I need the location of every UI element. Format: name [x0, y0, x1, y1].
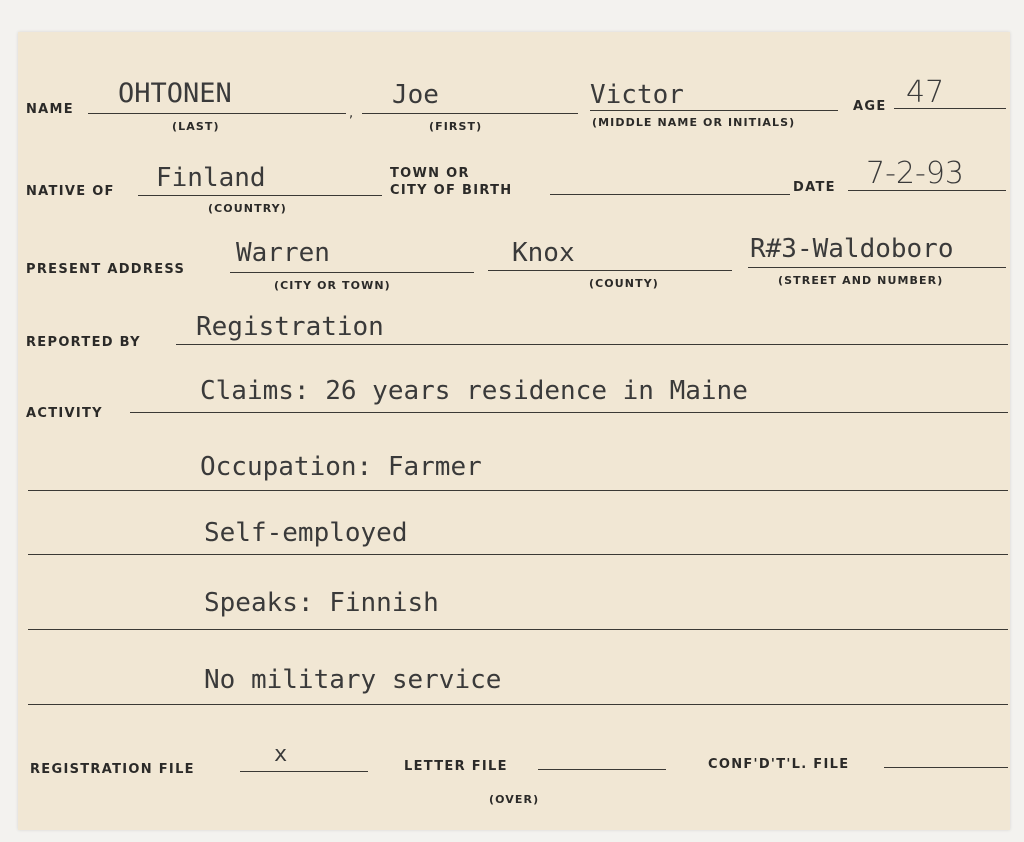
activity-label: ACTIVITY: [26, 406, 103, 421]
city-caption: (CITY OR TOWN): [274, 279, 391, 292]
record-card: [18, 32, 1010, 830]
activity-line-5: [28, 704, 1008, 705]
activity-line-3: [28, 554, 1008, 555]
reported-by-value: Registration: [196, 312, 384, 342]
native-of-line: [138, 195, 382, 196]
comma-mark: ,: [349, 106, 354, 121]
activity-line-4: [28, 629, 1008, 630]
county-value: Knox: [512, 238, 575, 268]
age-label: AGE: [853, 99, 887, 114]
activity-line-2: [28, 490, 1008, 491]
letter-file-label: LETTER FILE: [404, 759, 508, 774]
last-name-line: [88, 113, 346, 114]
first-name-value: Joe: [392, 80, 439, 110]
age-value: 47: [906, 75, 945, 110]
activity-line-4-text: Speaks: Finnish: [204, 588, 439, 618]
over-caption: (OVER): [489, 793, 540, 806]
last-caption: (LAST): [172, 120, 220, 133]
middle-name-line: [590, 110, 838, 111]
county-caption: (COUNTY): [589, 277, 659, 290]
present-address-label: PRESENT ADDRESS: [26, 262, 186, 277]
middle-name-value: Victor: [590, 80, 684, 110]
city-value: Warren: [236, 238, 330, 268]
street-caption: (STREET AND NUMBER): [778, 274, 944, 287]
middle-caption: (MIDDLE NAME OR INITIALS): [592, 116, 796, 129]
registration-file-line: [240, 771, 368, 772]
first-name-line: [362, 113, 578, 114]
registration-file-mark: x: [274, 742, 288, 767]
city-of-birth-label: CITY OF BIRTH: [390, 183, 513, 198]
name-label: NAME: [26, 102, 74, 117]
letter-file-line: [538, 769, 666, 770]
confdtl-file-line: [884, 767, 1008, 768]
native-of-label: NATIVE OF: [26, 184, 115, 199]
activity-line-5-text: No military service: [204, 665, 502, 695]
activity-line-3-text: Self-employed: [204, 518, 408, 548]
reported-by-line: [176, 344, 1008, 345]
date-label: DATE: [793, 180, 836, 195]
city-of-birth-line: [550, 194, 790, 195]
town-or-label: TOWN OR: [390, 166, 470, 181]
activity-line-1-text: Claims: 26 years residence in Maine: [200, 376, 748, 406]
activity-line-2-text: Occupation: Farmer: [200, 452, 482, 482]
reported-by-label: REPORTED BY: [26, 335, 141, 350]
registration-file-label: REGISTRATION FILE: [30, 762, 195, 777]
street-line: [748, 267, 1006, 268]
date-value: 7-2-93: [866, 156, 964, 191]
native-country-value: Finland: [156, 163, 266, 193]
first-caption: (FIRST): [429, 120, 483, 133]
county-line: [488, 270, 732, 271]
city-line: [230, 272, 474, 273]
last-name-value: OHTONEN: [118, 78, 232, 109]
street-value: R#3-Waldoboro: [750, 234, 954, 264]
confdtl-file-label: CONF'D'T'L. FILE: [708, 757, 850, 772]
activity-line-1: [130, 412, 1008, 413]
country-caption: (COUNTRY): [208, 202, 287, 215]
